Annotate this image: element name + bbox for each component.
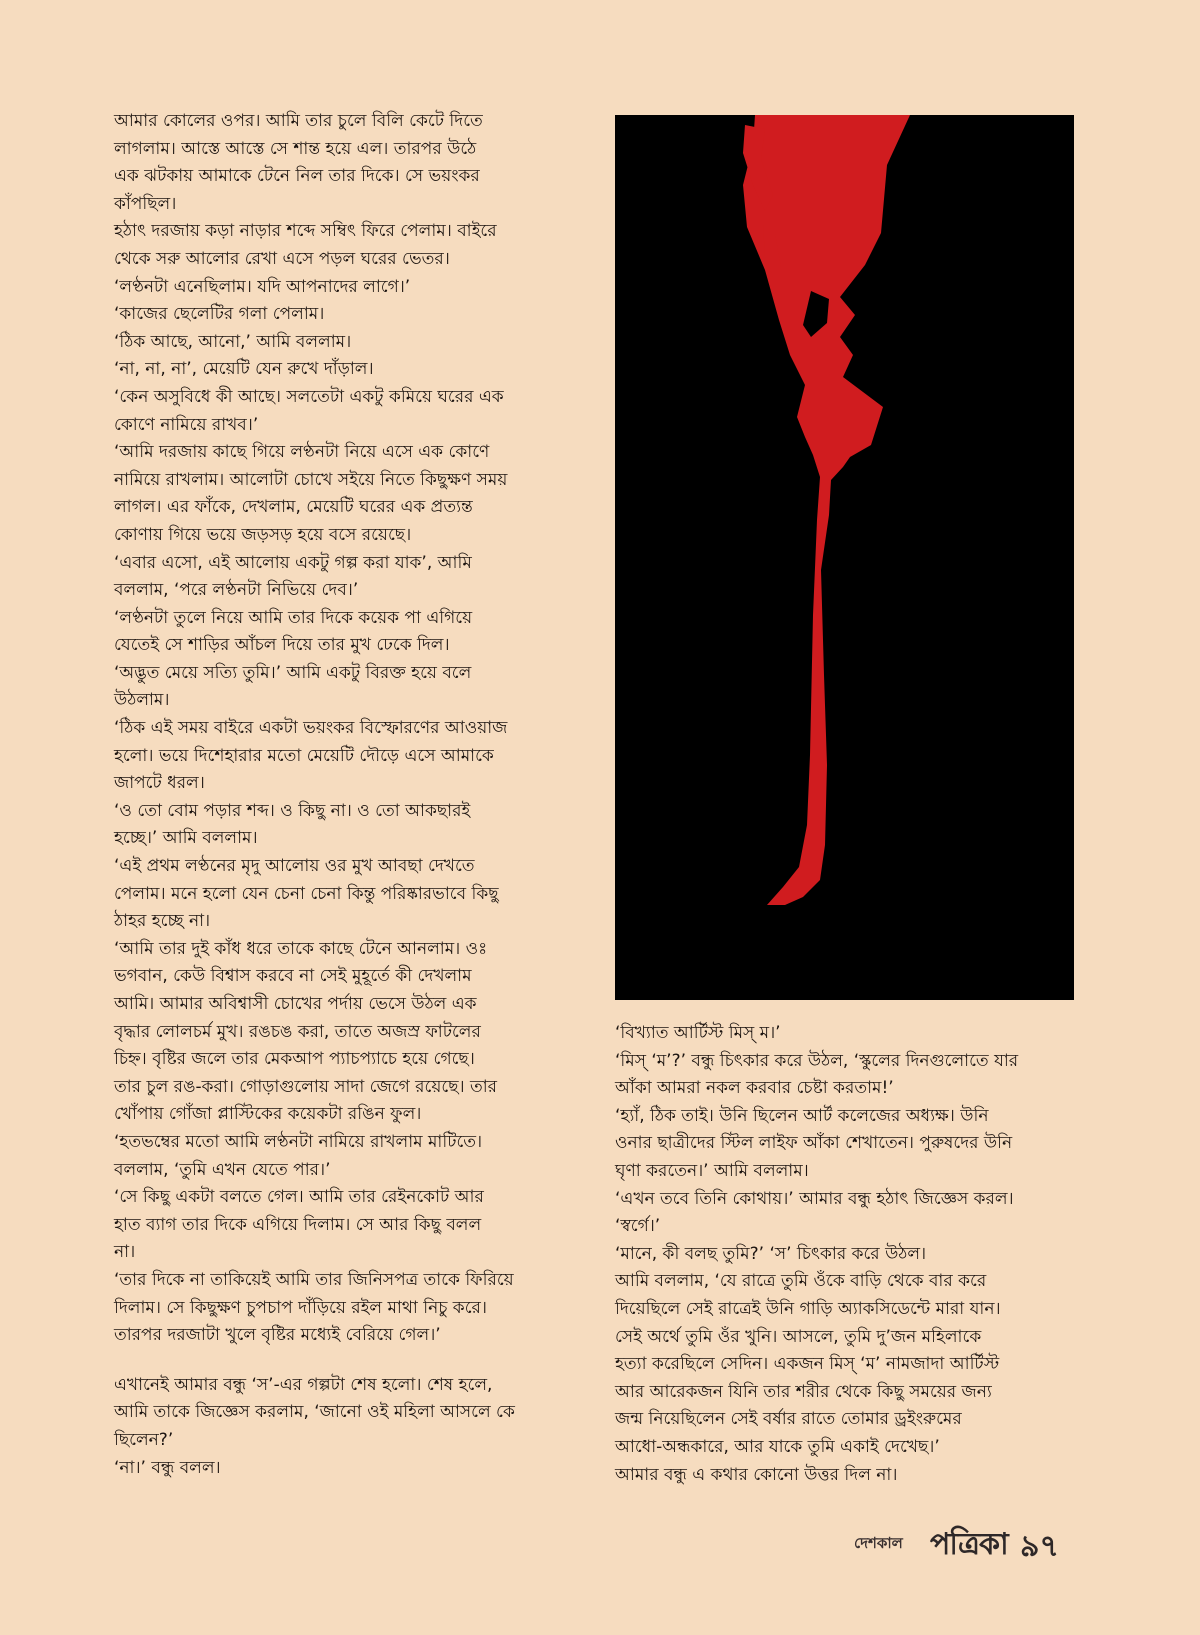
text-line: ‘সে কিছু একটা বলতে গেল। আমি তার রেইনকোট আর — [114, 1187, 484, 1208]
text-line: ‘বিখ্যাত আর্টিস্ট মিস্ ম।’ — [615, 1023, 781, 1043]
text-line: কোণায় গিয়ে ভয়ে জড়সড় হয়ে বসে রয়েছে। — [114, 524, 412, 545]
text-line: এখানেই আমার বন্ধু ‘স’-এর গল্পটা শেষ হলো। শেষ হলে, — [114, 1374, 493, 1395]
text-line: আমি বললাম, ‘যে রাত্রে তুমি ওঁকে বাড়ি থেকে বার করে — [615, 1271, 987, 1292]
text-line: বললাম, ‘পরে লণ্ঠনটা নিভিয়ে দেব।’ — [114, 580, 359, 601]
text-line: তার চুল রঙ-করা। গোড়াগুলোয় সাদা জেগে রয়েছে। তার — [114, 1076, 498, 1097]
text-line: ঠাহর হচ্ছে না। — [114, 911, 211, 932]
text-line: ছিলেন?’ — [114, 1429, 174, 1450]
magazine-logo-small: দেশকাল — [854, 1534, 903, 1552]
red-figure-illustration — [615, 115, 1074, 1000]
text-line: হত্যা করেছিলে সেদিন। একজন মিস্ ‘ম’ নামজাদা আর্টিস্ট — [615, 1354, 1000, 1375]
text-line: এক ঝটকায় আমাকে টেনে নিল তার দিকে। সে ভয়ংকর — [114, 166, 480, 187]
text-line: না। — [114, 1242, 136, 1263]
text-line: জাপটে ধরল। — [114, 773, 205, 794]
text-line: ‘লণ্ঠনটা তুলে নিয়ে আমি তার দিকে কয়েক পা এগিয়ে — [114, 607, 473, 628]
text-line: ‘এখন তবে তিনি কোথায়।’ আমার বন্ধু হঠাৎ জিজ্ঞেস করল। — [615, 1188, 1014, 1209]
text-line: হচ্ছে।’ আমি বললাম। — [114, 828, 258, 849]
text-line: দিয়েছিলে সেই রাত্রেই উনি গাড়ি অ্যাকসিডেন্টে মারা যান। — [615, 1298, 1001, 1319]
text-line: আর আরেকজন যিনি তার শরীর থেকে কিছু সময়ের জন্য — [615, 1381, 992, 1402]
page-footer — [850, 1518, 1070, 1568]
text-line: হঠাৎ দরজায় কড়া নাড়ার শব্দে সম্বিৎ ফিরে পেলাম। বাইরে — [114, 221, 497, 242]
text-line: ‘ঠিক এই সময় বাইরে একটা ভয়ংকর বিস্ফোরণের আওয়াজ — [114, 718, 508, 739]
text-line: কোণে নামিয়ে রাখব।’ — [114, 414, 259, 435]
text-line: ‘মানে, কী বলছ তুমি?’ ‘স’ চিৎকার করে উঠল। — [615, 1243, 927, 1264]
text-line: ‘আমি দরজায় কাছে গিয়ে লণ্ঠনটা নিয়ে এসে এক কোণে — [114, 442, 490, 463]
text-line: ‘মিস্ ‘ম’?’ বন্ধু চিৎকার করে উঠল, ‘স্কুলের দিনগুলোতে যার — [615, 1050, 1019, 1071]
right-text-column — [615, 1020, 1085, 1489]
text-line: ঘৃণা করতেন।’ আমি বললাম। — [615, 1160, 809, 1181]
text-line: ‘এবার এসো, এই আলোয় একটু গল্প করা যাক’, আমি — [114, 552, 472, 573]
text-line: দিলাম। সে কিছুক্ষণ চুপচাপ দাঁড়িয়ে রইল মাথা নিচু করে। — [114, 1297, 487, 1318]
page-number: ৯৭ — [1020, 1529, 1059, 1564]
text-line: ‘না, না, না’, মেয়েটি যেন রুখে দাঁড়াল। — [114, 359, 374, 380]
text-line: ‘হতভম্বের মতো আমি লণ্ঠনটা নামিয়ে রাখলাম মাটিতে। — [114, 1131, 483, 1152]
text-line: ‘আমি তার দুই কাঁধ ধরে তাকে কাছে টেনে আনলাম। ওঃ — [114, 938, 488, 959]
text-line: উঠলাম। — [114, 690, 170, 711]
text-line: ‘কাজের ছেলেটির গলা পেলাম। — [114, 304, 325, 325]
text-line: আমার কোলের ওপর। আমি তার চুলে বিলি কেটে দিতে — [114, 111, 483, 131]
text-line: হাত ব্যাগ তার দিকে এগিয়ে দিলাম। সে আর কিছু বলল — [114, 1214, 482, 1235]
text-line: আমি তাকে জিজ্ঞেস করলাম, ‘জানো ওই মহিলা আসলে কে — [114, 1402, 515, 1423]
text-line: আঁকা আমরা নকল করবার চেষ্টা করতাম!’ — [615, 1078, 894, 1099]
magazine-logo-big: পত্রিকা — [930, 1527, 1008, 1562]
text-line: ‘ঠিক আছে, আনো,’ আমি বললাম। — [114, 331, 352, 352]
text-line: কাঁপছিল। — [114, 193, 177, 214]
text-line: ‘এই প্রথম লণ্ঠনের মৃদু আলোয় ওর মুখ আবছা দেখতে — [114, 856, 475, 877]
text-line: চিহ্ন। বৃষ্টির জলে তার মেকআপ প্যাচপ্যাচে হয়ে গেছে। — [114, 1049, 475, 1070]
text-line: আমার বন্ধু এ কথার কোনো উত্তর দিল না। — [615, 1464, 898, 1485]
text-line: পেলাম। মনে হলো যেন চেনা চেনা কিন্তু পরিষ্কারভাবে কিছু — [114, 883, 499, 904]
text-line: ‘অদ্ভুত মেয়ে সত্যি তুমি।’ আমি একটু বিরক্ত হয়ে বলে — [114, 662, 472, 683]
text-line: ‘কেন অসুবিধে কী আছে। সলতেটা একটু কমিয়ে ঘরের এক — [114, 386, 504, 407]
text-line: বৃদ্ধার লোলচর্ম মুখ। রঙচঙ করা, তাতে অজস্র ফাটলের — [114, 1021, 481, 1042]
text-line: সেই অর্থে তুমি ওঁর খুনি। আসলে, তুমি দু’জন মহিলাকে — [615, 1326, 982, 1347]
text-line: ‘স্বর্গে।’ — [615, 1216, 661, 1237]
text-line: আধো-অন্ধকারে, আর যাকে তুমি একাই দেখেছ।’ — [615, 1436, 940, 1457]
text-line: তারপর দরজাটা খুলে বৃষ্টির মধ্যেই বেরিয়ে গেল।’ — [114, 1325, 441, 1346]
left-text-column — [114, 108, 582, 1482]
text-line: ‘না।’ বন্ধু বলল। — [114, 1457, 221, 1478]
text-line: লাগলাম। আস্তে আস্তে সে শান্ত হয়ে এল। তারপর উঠে — [114, 138, 477, 159]
text-line: আমি। আমার অবিশ্বাসী চোখের পর্দায় ভেসে উঠল এক — [114, 994, 477, 1014]
text-line: ‘তার দিকে না তাকিয়েই আমি তার জিনিসপত্র তাকে ফিরিয়ে — [114, 1269, 514, 1290]
text-line: হলো। ভয়ে দিশেহারার মতো মেয়েটি দৌড়ে এসে আমাকে — [114, 745, 494, 766]
text-line: যেতেই সে শাড়ির আঁচল দিয়ে তার মুখ ঢেকে দিল। — [114, 635, 450, 656]
text-line: লাগল। এর ফাঁকে, দেখলাম, মেয়েটি ঘরের এক প্রত্যন্ত — [114, 497, 473, 518]
text-line: ‘লণ্ঠনটা এনেছিলাম। যদি আপনাদের লাগে।’ — [114, 276, 411, 297]
text-line: নামিয়ে রাখলাম। আলোটা চোখে সইয়ে নিতে কিছুক্ষণ সময় — [114, 469, 508, 490]
text-line: খোঁপায় গোঁজা প্লাস্টিকের কয়েকটা রঙিন ফুল। — [114, 1104, 422, 1125]
text-line: বললাম, ‘তুমি এখন যেতে পার।’ — [114, 1159, 331, 1180]
text-line: ভগবান, কেউ বিশ্বাস করবে না সেই মুহূর্তে কী দেখলাম — [114, 966, 472, 987]
text-line: থেকে সরু আলোর রেখা এসে পড়ল ঘরের ভেতর। — [114, 248, 450, 269]
text-line: ‘ও তো বোম পড়ার শব্দ। ও কিছু না। ও তো আকছারই — [114, 800, 471, 821]
text-line: ওনার ছাত্রীদের স্টিল লাইফ আঁকা শেখাতেন। পুরুষদের উনি — [615, 1133, 1013, 1154]
text-line: জন্ম নিয়েছিলেন সেই বর্ষার রাতে তোমার ড্রইংরুমের — [615, 1409, 962, 1430]
figure-art — [615, 115, 1074, 1000]
text-line: ‘হ্যাঁ, ঠিক তাই। উনি ছিলেন আর্ট কলেজের অধ্যক্ষ। উনি — [615, 1105, 989, 1126]
